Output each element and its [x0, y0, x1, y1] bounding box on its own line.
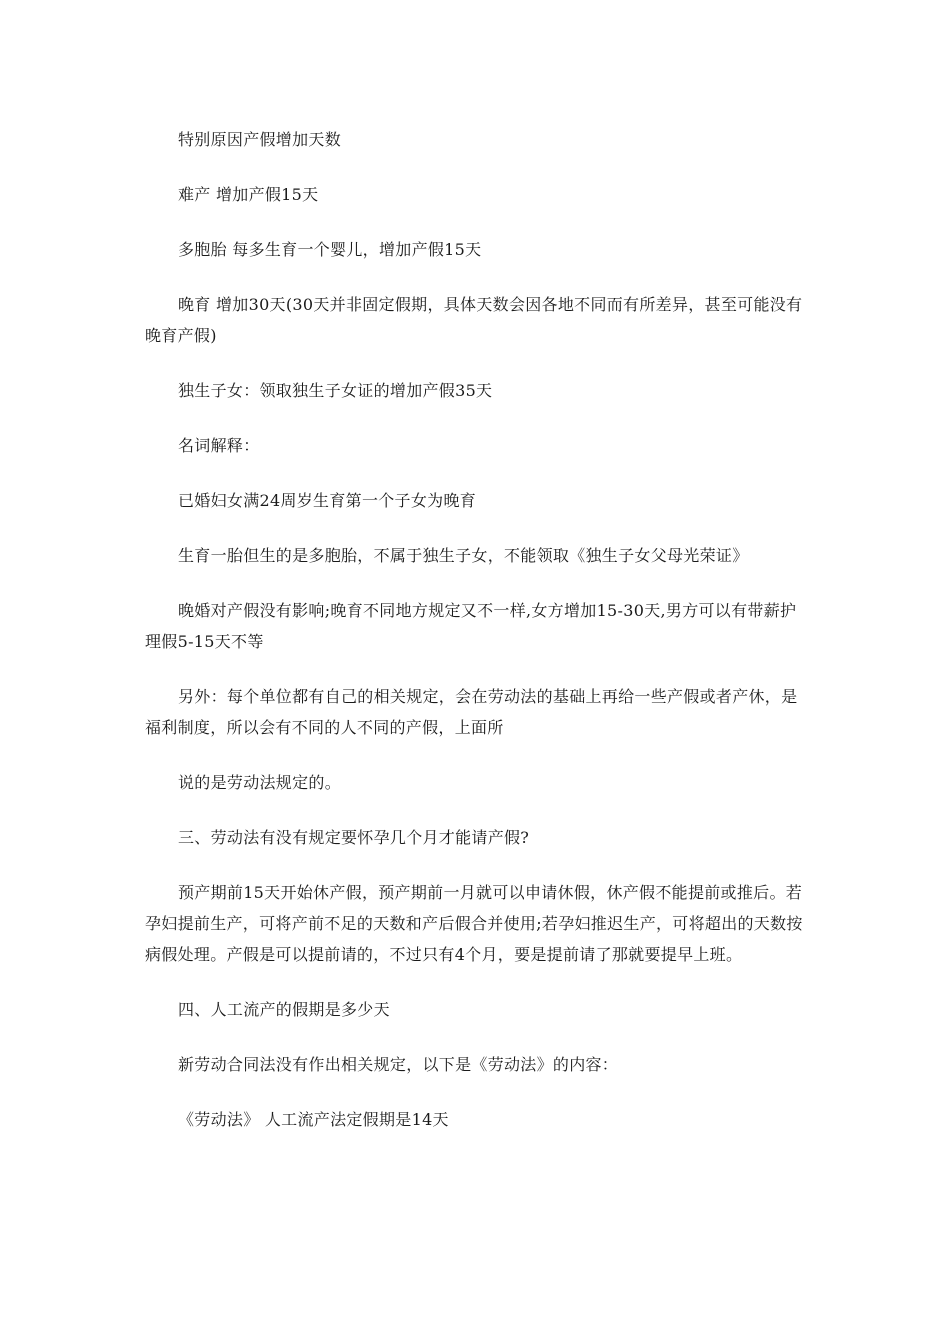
paragraph-late-marriage: 晚婚对产假没有影响;晚育不同地方规定又不一样,女方增加15-30天,男方可以有带薪护理假5-15天不等 [145, 601, 797, 651]
paragraph-terms-heading: 名词解释： [178, 436, 260, 455]
paragraph-section-three-heading: 三、劳动法有没有规定要怀孕几个月才能请产假? [178, 828, 530, 847]
paragraph-multiple-birth-definition: 生育一胎但生的是多胞胎，不属于独生子女，不能领取《独生子女父母光荣证》 [178, 546, 749, 565]
paragraph-section-three-body: 预产期前15天开始休产假，预产期前一月就可以申请休假，休产假不能提前或推后。若孕妇提前生产，可将产前不足的天数和产后假合并使用;若孕妇推迟生产，可将超出的天数按病假处理。产假是可以提前请的，不过只有4个月，要是提前请了那就要提早上班。 [145, 883, 803, 964]
paragraph-unit-rules: 另外：每个单位都有自己的相关规定，会在劳动法的基础上再给一些产假或者产休，是福利制度，所以会有不同的人不同的产假，上面所 [145, 687, 798, 737]
paragraph-late-childbirth: 晚育 增加30天(30天并非固定假期，具体天数会因各地不同而有所差异，甚至可能没有晚育产假) [145, 295, 803, 345]
paragraph-special-reasons-heading: 特别原因产假增加天数 [178, 130, 342, 149]
paragraph-difficult-birth: 难产 增加产假15天 [178, 185, 319, 204]
paragraph-multiple-birth: 多胞胎 每多生育一个婴儿，增加产假15天 [178, 240, 482, 259]
paragraph-unit-rules-continued: 说的是劳动法规定的。 [178, 773, 342, 792]
paragraph-section-four-intro: 新劳动合同法没有作出相关规定，以下是《劳动法》的内容： [178, 1055, 619, 1074]
paragraph-section-four-heading: 四、人工流产的假期是多少天 [178, 1000, 390, 1019]
paragraph-only-child: 独生子女：领取独生子女证的增加产假35天 [178, 381, 493, 400]
paragraph-section-four-rule: 《劳动法》 人工流产法定假期是14天 [178, 1110, 449, 1129]
paragraph-late-childbirth-definition: 已婚妇女满24周岁生育第一个子女为晚育 [178, 491, 477, 510]
document-body [145, 124, 810, 1159]
